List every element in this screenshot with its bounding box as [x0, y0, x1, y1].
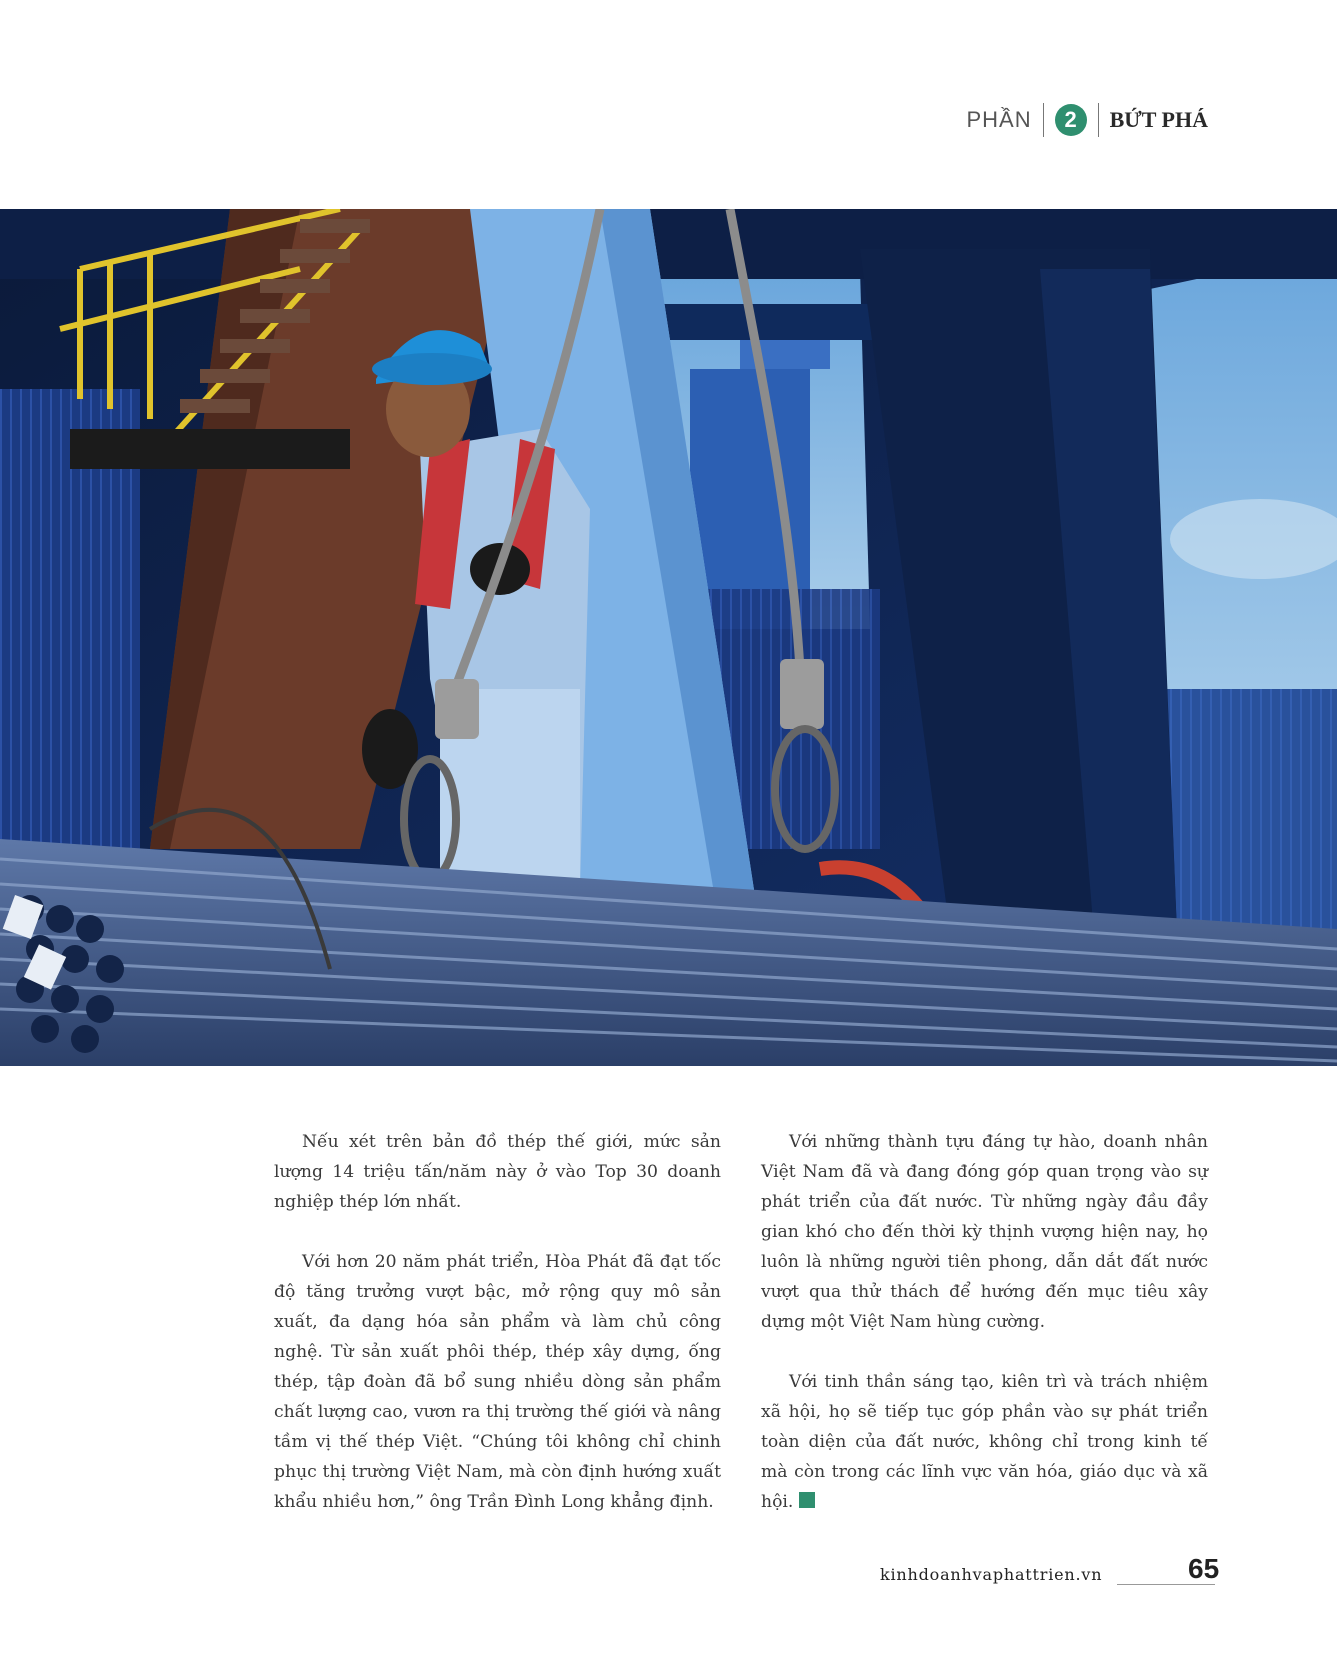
paragraph: Nếu xét trên bản đồ thép thế giới, mức sản lượng 14 triệu tấn/năm này ở vào Top 30 doanh nghiệp thép lớn nhất. — [274, 1132, 721, 1212]
paragraph-text: Với tinh thần sáng tạo, kiên trì và trách nhiệm xã hội, họ sẽ tiếp tục góp phần vào sự phát triển toàn diện của đất nước, không chỉ trong kinh tế mà còn trong các lĩnh vực văn hóa, giáo dục và xã hội. — [761, 1372, 1208, 1512]
part-number-badge: 2 — [1055, 104, 1087, 136]
page-number: 65 — [1188, 1553, 1220, 1584]
paragraph: Với những thành tựu đáng tự hào, doanh nhân Việt Nam đã và đang đóng góp quan trọng vào sự phát triển của đất nước. Từ những ngày đầu đầy gian khó cho đến thời kỳ thịnh vượng hiện nay, họ luôn là những người tiên phong, dẫn dắt đất nước vượt qua thử thách để hướng đến mục tiêu xây dựng một Việt Nam hùng cường. — [761, 1132, 1208, 1332]
part-label: PHẦN — [966, 107, 1032, 132]
article-end-square-icon — [799, 1492, 815, 1508]
footer-website: kinhdoanhvaphattrien.vn — [880, 1565, 1103, 1584]
section-header — [966, 100, 1208, 140]
article-right-column — [761, 1127, 1208, 1547]
steel-worker-photo — [0, 209, 1337, 1066]
header-divider — [1098, 103, 1099, 137]
section-title: BỨT PHÁ — [1109, 107, 1208, 132]
header-divider — [1043, 103, 1044, 137]
article-left-column — [274, 1127, 721, 1547]
paragraph: Với hơn 20 năm phát triển, Hòa Phát đã đạt tốc độ tăng trưởng vượt bậc, mở rộng quy mô sản xuất, đa dạng hóa sản phẩm và làm chủ công nghệ. Từ sản xuất phôi thép, thép xây dựng, ống thép, tập đoàn đã bổ sung nhiều dòng sản phẩm chất lượng cao, vươn ra thị trường thế giới và nâng tầm vị thế thép Việt. “Chúng tôi không chỉ chinh phục thị trường Việt Nam, mà còn định hướng xuất khẩu nhiều hơn,” ông Trần Đình Long khẳng định. — [274, 1252, 721, 1512]
last-paragraph — [761, 1367, 1208, 1517]
